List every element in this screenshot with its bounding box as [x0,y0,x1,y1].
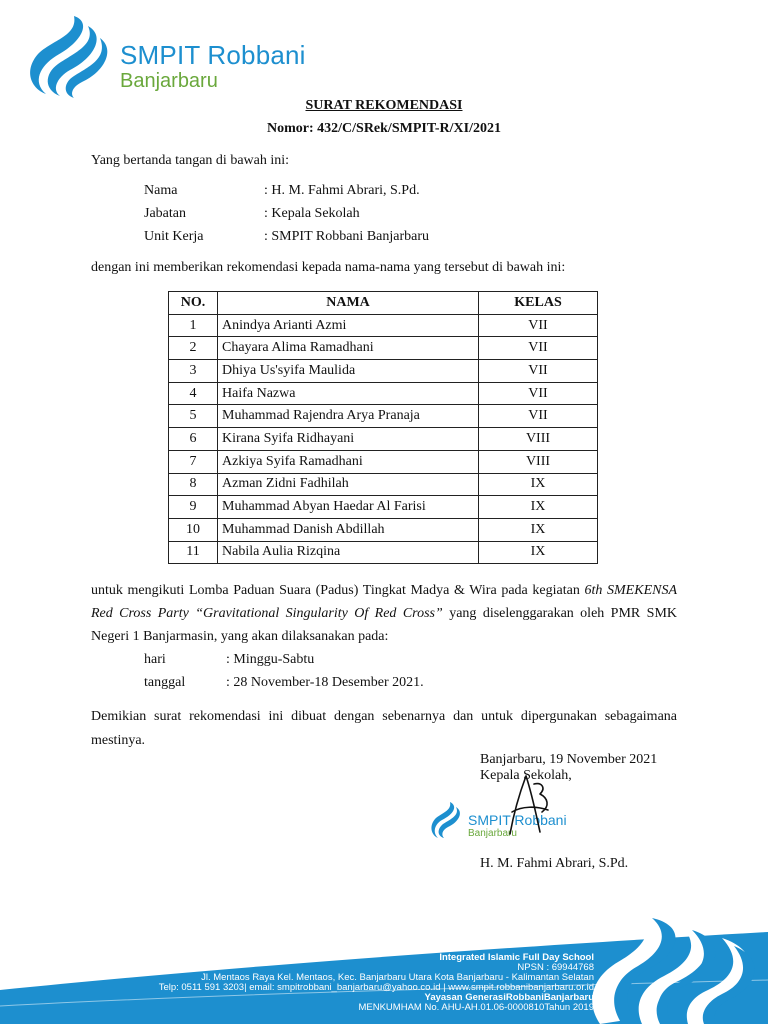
footer-npsn: NPSN : 69944768 [517,962,594,973]
table-row [169,360,598,383]
row-nama: Kirana Syifa Ridhayani [218,428,479,451]
purpose-text-2: yang diselenggarakan oleh PMR SMK Negeri 1 Banjarmasin, yang akan dilaksanakan pada: [91,606,678,644]
schedule-label-day: hari [144,652,166,667]
row-nama: Azkiya Syifa Ramadhani [218,450,479,473]
row-kelas: VII [479,337,598,360]
intro-text: Yang bertanda tangan di bawah ini: [91,153,290,168]
signer-name-bottom: H. M. Fahmi Abrari, S.Pd. [480,856,629,871]
row-kelas: IX [479,473,598,496]
table-header-row [169,292,598,315]
row-nama: Dhiya Us'syifa Maulida [218,360,479,383]
place-date: Banjarbaru, 19 November 2021 [480,752,658,767]
row-kelas: VII [479,382,598,405]
signer-label-unit: Unit Kerja [144,229,204,244]
stamp-school-name: SMPIT Robbani [468,812,567,828]
recommend-line: dengan ini memberikan rekomendasi kepada nama-nama yang tersebut di bawah ini: [91,260,566,275]
stamp-logo-icon [428,800,468,840]
row-kelas: VIII [479,428,598,451]
school-name: SMPIT Robbani [120,40,306,70]
row-kelas: VIII [479,450,598,473]
row-no: 6 [169,428,218,451]
schedule-value-date: : 28 November-18 Desember 2021. [226,675,424,690]
row-no: 2 [169,337,218,360]
letter-number: Nomor: 432/C/SRek/SMPIT-R/XI/2021 [267,121,501,136]
row-kelas: VII [479,360,598,383]
row-kelas: IX [479,496,598,519]
row-nama: Azman Zidni Fadhilah [218,473,479,496]
table-row [169,450,598,473]
table-row [169,337,598,360]
row-kelas: VII [479,405,598,428]
row-no: 3 [169,360,218,383]
table-row [169,405,598,428]
signer-value-position: : Kepala Sekolah [264,206,360,221]
header-kelas: KELAS [479,292,598,315]
schedule-label-date: tanggal [144,675,186,690]
table-row [169,541,598,564]
row-kelas: VII [479,314,598,337]
row-no: 8 [169,473,218,496]
school-location: Banjarbaru [120,70,218,92]
row-kelas: IX [479,518,598,541]
row-no: 5 [169,405,218,428]
table-row [169,314,598,337]
row-nama: Nabila Aulia Rizqina [218,541,479,564]
row-no: 11 [169,541,218,564]
signer-value-name: : H. M. Fahmi Abrari, S.Pd. [264,183,420,198]
row-nama: Anindya Arianti Azmi [218,314,479,337]
row-no: 10 [169,518,218,541]
row-no: 4 [169,382,218,405]
student-table [168,291,598,564]
closing-paragraph: Demikian surat rekomendasi ini dibuat dengan sebenarnya dan untuk dipergunakan sebagaimana mestinya. [91,709,677,748]
table-row [169,382,598,405]
footer-legal: MENKUMHAM No. AHU-AH.01.06-0000810Tahun 2019 [358,1002,594,1013]
signer-value-unit: : SMPIT Robbani Banjarbaru [264,229,430,244]
signer-label-position: Jabatan [144,206,186,221]
signer-label-name: Nama [144,183,178,198]
row-nama: Muhammad Danish Abdillah [218,518,479,541]
footer-address: Jl. Mentaos Raya Kel. Mentaos, Kec. Banjarbaru Utara Kota Banjarbaru - Kalimantan Selatan [201,972,594,983]
row-no: 9 [169,496,218,519]
purpose-paragraph [91,579,677,648]
row-no: 7 [169,450,218,473]
footer-contact: Telp: 0511 591 3203| email: smpitrobbani_banjarbaru@yahoo.co.id | www.smpit.robbanibanjarbaru.or.id [158,982,594,993]
row-no: 1 [169,314,218,337]
footer-foundation: Yayasan GenerasiRobbaniBanjarbaru [424,992,594,1003]
purpose-text-1: untuk mengikuti Lomba Paduan Suara (Padus) Tingkat Madya & Wira pada kegiatan [91,583,580,598]
table-row [169,473,598,496]
table-row [169,428,598,451]
stamp-school-location: Banjarbaru [468,828,517,839]
schedule-value-day: : Minggu-Sabtu [226,652,315,667]
footer-school-type: Integrated Islamic Full Day School [439,952,594,963]
row-nama: Muhammad Rajendra Arya Pranaja [218,405,479,428]
row-nama: Haifa Nazwa [218,382,479,405]
row-nama: Chayara Alima Ramadhani [218,337,479,360]
row-kelas: IX [479,541,598,564]
signer-position: Kepala Sekolah, [480,768,572,783]
event-name: 6th SMEKENSA Red Cross Party “Gravitational Singularity Of Red Cross” [91,583,678,621]
school-logo-icon [22,12,118,98]
letter-title: SURAT REKOMENDASI [305,98,463,113]
signature-scribble [496,772,556,838]
table-row [169,518,598,541]
row-nama: Muhammad Abyan Haedar Al Farisi [218,496,479,519]
table-row [169,496,598,519]
header-nama: NAMA [218,292,479,315]
header-no: NO. [169,292,218,315]
